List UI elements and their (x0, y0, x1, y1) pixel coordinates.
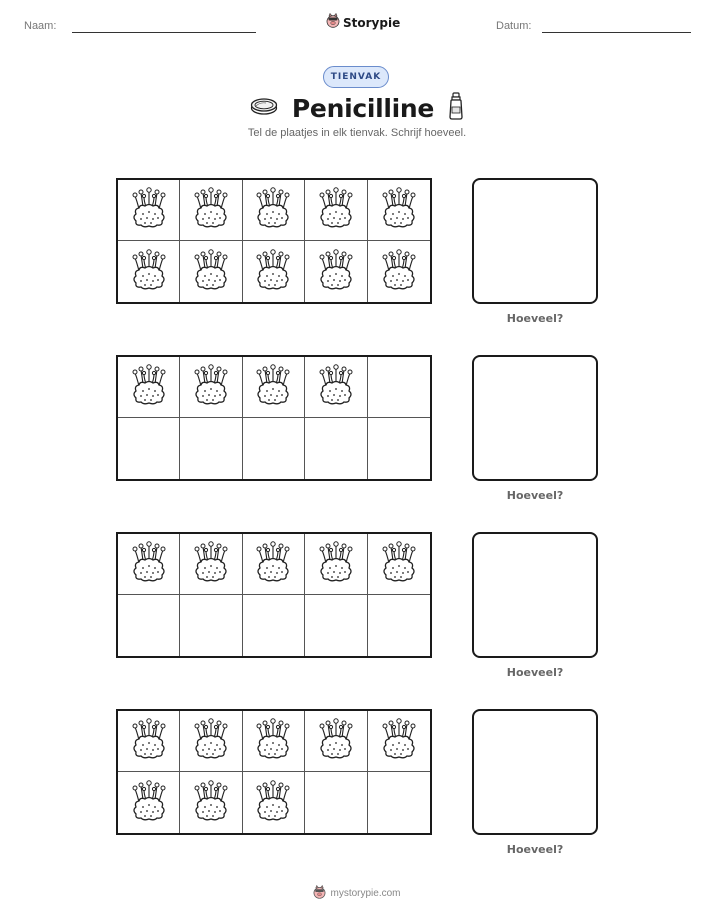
answer-box-2[interactable] (472, 355, 598, 481)
frame-cell (118, 357, 180, 418)
penicillium-mold-icon (254, 541, 292, 587)
penicillium-mold-icon (254, 364, 292, 410)
frame-cell (243, 772, 305, 833)
frame-cell (180, 595, 242, 656)
frame-cell (243, 418, 305, 479)
answer-box-3[interactable] (472, 532, 598, 658)
penicillium-mold-icon (192, 364, 230, 410)
frame-cell (243, 534, 305, 595)
penicillium-mold-icon (317, 249, 355, 295)
penicillium-mold-icon (130, 364, 168, 410)
instructions: Tel de plaatjes in elk tienvak. Schrijf hoeveel. (247, 127, 467, 139)
penicillium-mold-icon (192, 780, 230, 826)
ten-frame-3 (116, 532, 432, 658)
penicillium-mold-icon (254, 187, 292, 233)
frame-cell (243, 241, 305, 302)
petri-dish-icon (250, 94, 278, 122)
answer-box-4[interactable] (472, 709, 598, 835)
frame-cell (118, 595, 180, 656)
page-title: Penicilline (291, 93, 435, 123)
penicillium-mold-icon (192, 187, 230, 233)
ten-frame-2 (116, 355, 432, 481)
category-badge: TIENVAK (323, 66, 389, 88)
frame-cell (368, 711, 430, 772)
penicillium-mold-icon (380, 718, 418, 764)
penicillium-mold-icon (130, 187, 168, 233)
penicillium-mold-icon (254, 718, 292, 764)
frame-cell (305, 534, 367, 595)
penicillium-mold-icon (130, 780, 168, 826)
penicillium-mold-icon (192, 718, 230, 764)
penicillium-mold-icon (254, 780, 292, 826)
frame-cell (368, 772, 430, 833)
frame-cell (305, 595, 367, 656)
frame-cell (305, 772, 367, 833)
penicillium-mold-icon (192, 541, 230, 587)
frame-cell (180, 418, 242, 479)
penicillium-mold-icon (317, 541, 355, 587)
question-label-3: Hoeveel? (506, 666, 564, 679)
penicillium-mold-icon (317, 718, 355, 764)
frame-cell (118, 418, 180, 479)
date-label: Datum: (496, 20, 532, 32)
pig-mascot-icon (326, 13, 340, 32)
frame-cell (368, 418, 430, 479)
frame-cell (118, 534, 180, 595)
frame-cell (118, 241, 180, 302)
frame-cell (305, 418, 367, 479)
penicillium-mold-icon (130, 249, 168, 295)
frame-cell (243, 595, 305, 656)
question-label-1: Hoeveel? (506, 312, 564, 325)
penicillium-mold-icon (317, 364, 355, 410)
penicillium-mold-icon (380, 187, 418, 233)
frame-cell (118, 180, 180, 241)
question-label-2: Hoeveel? (506, 489, 564, 502)
brand-logo (326, 13, 400, 32)
frame-cell (305, 357, 367, 418)
frame-cell (180, 772, 242, 833)
ten-frame-4 (116, 709, 432, 835)
penicillium-mold-icon (192, 249, 230, 295)
frame-cell (368, 357, 430, 418)
frame-cell (180, 711, 242, 772)
penicillium-mold-icon (380, 249, 418, 295)
penicillium-mold-icon (130, 541, 168, 587)
frame-cell (243, 180, 305, 241)
frame-cell (305, 241, 367, 302)
frame-cell (180, 534, 242, 595)
frame-cell (180, 241, 242, 302)
medicine-bottle-icon (448, 92, 464, 124)
frame-cell (305, 180, 367, 241)
footer (0, 885, 714, 902)
frame-cell (368, 595, 430, 656)
answer-box-1[interactable] (472, 178, 598, 304)
date-line[interactable] (542, 32, 691, 33)
frame-cell (118, 772, 180, 833)
frame-cell (243, 711, 305, 772)
frame-cell (180, 357, 242, 418)
frame-cell (180, 180, 242, 241)
penicillium-mold-icon (317, 187, 355, 233)
penicillium-mold-icon (380, 541, 418, 587)
name-label: Naam: (24, 20, 57, 32)
frame-cell (368, 241, 430, 302)
question-label-4: Hoeveel? (506, 843, 564, 856)
name-line[interactable] (72, 32, 256, 33)
penicillium-mold-icon (254, 249, 292, 295)
frame-cell (368, 534, 430, 595)
frame-cell (368, 180, 430, 241)
ten-frame-1 (116, 178, 432, 304)
pig-mascot-icon (313, 885, 326, 902)
frame-cell (305, 711, 367, 772)
footer-url[interactable]: mystorypie.com (330, 888, 401, 899)
frame-cell (118, 711, 180, 772)
frame-cell (243, 357, 305, 418)
penicillium-mold-icon (130, 718, 168, 764)
brand-name: Storypie (343, 15, 401, 30)
